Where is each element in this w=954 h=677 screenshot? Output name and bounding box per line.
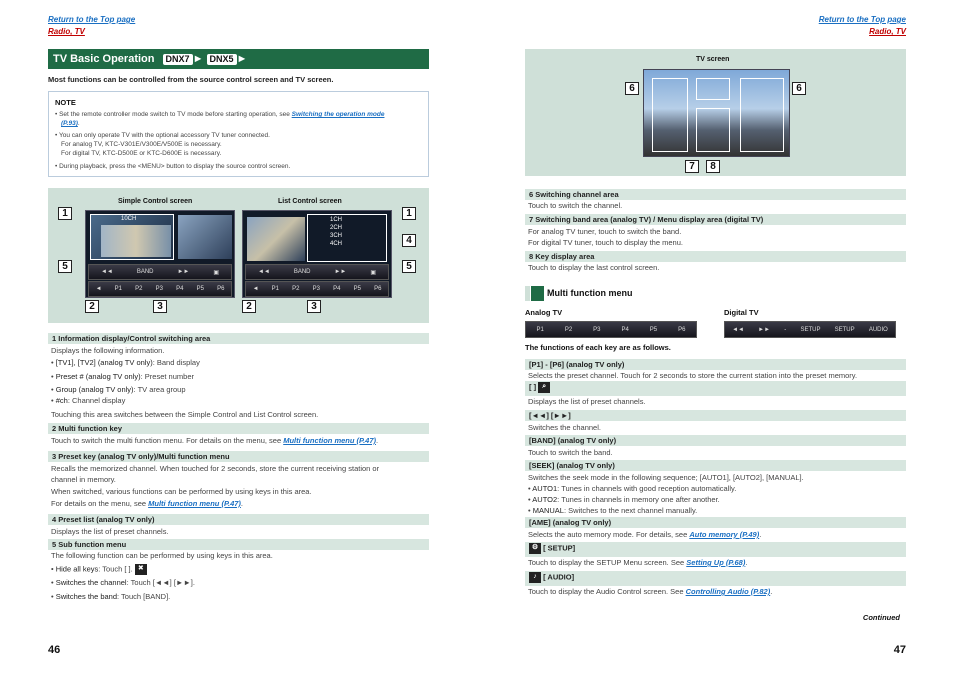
preset-p2[interactable]: P2: [292, 286, 300, 292]
setup-icon: ⚙: [529, 543, 541, 554]
next-icon[interactable]: ►►: [334, 269, 347, 275]
key-prev[interactable]: ◄◄: [732, 326, 744, 333]
section-5-bullet: • Switches the channel: Touch [◄◄] [►►].: [51, 578, 195, 587]
channel-area-right[interactable]: [740, 78, 784, 152]
preset-p3[interactable]: P3: [312, 286, 320, 292]
note-item-1-cont: (P.93).: [61, 120, 80, 127]
page-title-bar: TV Basic Operation DNX7 ► DNX5 ►: [48, 49, 429, 69]
callout-5-left: 5: [58, 260, 72, 273]
simple-control-screen: [85, 210, 235, 298]
preset-p4[interactable]: P4: [333, 286, 341, 292]
section-7-header: 7 Switching band area (analog TV) / Menu display area (digital TV): [525, 214, 906, 225]
section-5-header: 5 Sub function menu: [48, 539, 429, 550]
section-7-line: For analog TV tuner, touch to switch the band.: [528, 227, 682, 236]
key-display-area[interactable]: [696, 108, 730, 152]
section-7-line: For digital TV tuner, touch to display the menu.: [528, 238, 683, 247]
top-page-link-right[interactable]: Return to the Top page: [818, 15, 906, 24]
callout-3-left: 3: [153, 300, 167, 313]
seek-bullet: • AUTO2: Tunes in channels in memory one after another.: [528, 495, 720, 504]
search-icon: ⌕: [538, 382, 550, 393]
callout-1-right: 1: [402, 207, 416, 220]
key-blank: -: [784, 326, 787, 333]
section-1-bullet: • #ch: Channel display: [51, 396, 126, 405]
list-preset-keys[interactable]: [245, 281, 389, 297]
multi-function-key[interactable]: ◄: [95, 286, 102, 292]
simple-info-area[interactable]: [90, 214, 174, 260]
link-controlling-audio[interactable]: Controlling Audio (P.82): [685, 587, 771, 596]
callout-2-left: 2: [85, 300, 99, 313]
preset-p2[interactable]: P2: [135, 286, 143, 292]
page-number-left: 46: [48, 644, 61, 656]
key-p1-p6-body: Selects the preset channel. Touch for 2 seconds to store the current station into the preset memory.: [528, 371, 858, 380]
section-3-line: Recalls the memorized channel. When touched for 2 seconds, store the current receiving station or: [51, 464, 380, 473]
mfm-title-marker: [525, 286, 530, 301]
next-icon[interactable]: ►►: [177, 269, 190, 275]
link-setting-up[interactable]: Setting Up (P.68): [686, 558, 746, 567]
hide-keys-icon: ✖: [135, 564, 147, 575]
page-number-right: 47: [893, 644, 906, 656]
key-p1[interactable]: P1: [536, 326, 544, 333]
note-item-3: • During playback, press the <MENU> button to display the source control screen.: [55, 163, 291, 170]
section-link-right[interactable]: Radio, TV: [869, 27, 906, 36]
seek-bullet: • AUTO1: Tunes in channels with good reception automatically.: [528, 484, 737, 493]
section-5-bullet: • Hide all keys: Touch [ ]. ✖: [51, 564, 147, 575]
intro-text: Most functions can be controlled from the source control screen and TV screen.: [48, 75, 334, 84]
section-3-link-line: For details on the menu, see Multi function menu (P.47).: [51, 499, 244, 508]
key-setup-2[interactable]: SETUP: [834, 326, 855, 333]
page-title: TV Basic Operation: [53, 53, 155, 65]
preset-p5[interactable]: P5: [196, 286, 204, 292]
note-item-2-line3: For digital TV, KTC-D500E or KTC-D600E is necessary.: [61, 150, 222, 157]
key-audio[interactable]: AUDIO: [868, 326, 888, 333]
preset-p1[interactable]: P1: [114, 286, 122, 292]
link-multi-function-menu[interactable]: Multi function menu (P.47): [148, 499, 241, 508]
note-item-2-line2: For analog TV, KTC-V301E/V300E/V500E is necessary.: [61, 141, 222, 148]
key-band-header: [BAND] (analog TV only): [525, 435, 906, 446]
list-sub-function-menu[interactable]: [245, 264, 389, 280]
mfm-title: Multi function menu: [547, 288, 633, 298]
key-list-header: [ ] ⌕: [525, 381, 906, 396]
preset-p6[interactable]: P6: [217, 286, 225, 292]
key-p6[interactable]: P6: [678, 326, 686, 333]
multi-function-key[interactable]: ◄: [252, 286, 259, 292]
prev-icon[interactable]: ◄◄: [257, 269, 270, 275]
key-list-body: Displays the list of preset channels.: [528, 397, 646, 406]
preset-list-item[interactable]: 2CH: [330, 225, 343, 231]
simple-control-label: Simple Control screen: [118, 198, 193, 205]
mfm-title-icon: [531, 286, 544, 301]
key-p3[interactable]: P3: [593, 326, 601, 333]
section-6-header: 6 Switching channel area: [525, 189, 906, 200]
note-box: [48, 91, 429, 177]
preset-p6[interactable]: P6: [374, 286, 382, 292]
digital-key-strip[interactable]: [724, 321, 896, 338]
key-next[interactable]: ►►: [758, 326, 771, 333]
key-p5[interactable]: P5: [649, 326, 658, 333]
functions-intro: The functions of each key are as follows.: [525, 343, 671, 352]
section-1-body: Displays the following information.: [51, 346, 165, 355]
control-screens-figure: [48, 188, 429, 323]
link-switching-operation-mode[interactable]: Switching the operation mode: [291, 111, 385, 118]
key-p2[interactable]: P2: [564, 326, 573, 333]
section-6-body: Touch to switch the channel.: [528, 201, 623, 210]
key-ame-header: [AME] (analog TV only): [525, 517, 906, 528]
top-page-link-left[interactable]: Return to the Top page: [48, 15, 136, 24]
preset-list-item[interactable]: 4CH: [330, 241, 343, 247]
prev-icon[interactable]: ◄◄: [100, 269, 113, 275]
callout-1-left: 1: [58, 207, 72, 220]
analog-tv-label: Analog TV: [525, 308, 563, 317]
callout-4-right: 4: [402, 234, 416, 247]
tv-screen-label: TV screen: [696, 56, 730, 63]
key-seekmode-body: Switches the seek mode in the following sequence; [AUTO1], [AUTO2], [MANUAL].: [528, 473, 804, 482]
key-setup[interactable]: SETUP: [800, 326, 821, 333]
simple-side-image: [178, 215, 232, 259]
hide-keys-icon[interactable]: ▣: [370, 269, 377, 276]
callout-2-right: 2: [242, 300, 256, 313]
band-button[interactable]: BAND: [293, 269, 311, 275]
tv-image: [101, 225, 171, 257]
analog-key-strip[interactable]: [525, 321, 697, 338]
hide-keys-icon[interactable]: ▣: [213, 269, 220, 276]
section-1-after: Touching this area switches between the Simple Control and List Control screen.: [51, 410, 319, 419]
key-seekmode-header: [SEEK] (analog TV only): [525, 460, 906, 471]
continued-label: Continued: [862, 613, 900, 622]
preset-list-item[interactable]: 3CH: [330, 233, 343, 239]
section-1-header: 1 Information display/Control switching area: [48, 333, 429, 344]
preset-p5[interactable]: P5: [353, 286, 361, 292]
simple-channel: 10CH: [121, 216, 137, 222]
note-heading: NOTE: [55, 98, 76, 107]
callout-6-right: 6: [792, 82, 806, 95]
callout-3-right: 3: [307, 300, 321, 313]
tv-screen-figure: [525, 49, 906, 176]
list-control-label: List Control screen: [278, 198, 342, 205]
section-5-bullet: • Switches the band: Touch [BAND].: [51, 592, 171, 601]
callout-5-right: 5: [402, 260, 416, 273]
channel-area-left[interactable]: [652, 78, 688, 152]
callout-6-left: 6: [625, 82, 639, 95]
key-setup-header: ⚙ [ SETUP]: [525, 542, 906, 557]
section-link-left[interactable]: Radio, TV: [48, 27, 85, 36]
tv-screen: [643, 69, 790, 157]
preset-list[interactable]: [307, 214, 387, 262]
seek-bullet: • MANUAL: Switches to the next channel manually.: [528, 506, 698, 515]
key-setup-body: Touch to display the SETUP Menu screen. See Setting Up (P.68).: [528, 558, 748, 567]
callout-7: 7: [685, 160, 699, 173]
key-ame-body: Selects the auto memory mode. For details, see Auto memory (P.49).: [528, 530, 762, 539]
section-3-line: When switched, various functions can be performed by using keys in this area.: [51, 487, 312, 496]
audio-icon: ♪: [529, 572, 541, 583]
section-3-header: 3 Preset key (analog TV only)/Multi function menu: [48, 451, 429, 462]
section-4-body: Displays the list of preset channels.: [51, 527, 169, 536]
band-button[interactable]: BAND: [136, 269, 154, 275]
key-p4[interactable]: P4: [621, 326, 629, 333]
list-control-screen: [242, 210, 392, 298]
link-multi-function-menu[interactable]: Multi function menu (P.47): [283, 436, 376, 445]
callout-8: 8: [706, 160, 720, 173]
key-band-body: Touch to switch the band.: [528, 448, 613, 457]
preset-p1[interactable]: P1: [271, 286, 279, 292]
section-8-header: 8 Key display area: [525, 251, 906, 262]
section-4-header: 4 Preset list (analog TV only): [48, 514, 429, 525]
link-auto-memory[interactable]: Auto memory (P.49): [689, 530, 760, 539]
section-1-bullet: • [TV1], [TV2] (analog TV only): Band display: [51, 358, 200, 367]
note-item-2: • You can only operate TV with the optional accessory TV tuner connected.: [55, 132, 270, 139]
note-item-1: • Set the remote controller mode switch to TV mode before starting operation, see Switching the operation mode: [55, 111, 385, 118]
link-p93[interactable]: (P.93): [61, 120, 78, 127]
section-2-body: Touch to switch the multi function menu. For details on the menu, see Multi function menu (P.47).: [51, 436, 379, 445]
section-8-body: Touch to display the last control screen.: [528, 263, 660, 272]
section-1-bullet: • Group (analog TV only): TV area group: [51, 385, 186, 394]
key-audio-body: Touch to display the Audio Control screen. See Controlling Audio (P.82).: [528, 587, 773, 596]
key-p1-p6-header: [P1] - [P6] (analog TV only): [525, 359, 906, 370]
simple-preset-keys[interactable]: [88, 281, 232, 297]
key-seek-header: [◄◄] [►►]: [525, 410, 906, 421]
key-audio-header: ♪ [ AUDIO]: [525, 571, 906, 586]
model-badge-dnx5: DNX5: [207, 54, 237, 65]
model-badge-dnx7: DNX7: [163, 54, 193, 65]
preset-p4[interactable]: P4: [176, 286, 184, 292]
section-2-header: 2 Multi function key: [48, 423, 429, 434]
section-1-bullet: • Preset # (analog TV only): Preset number: [51, 372, 194, 381]
section-3-line: channel in memory.: [51, 475, 116, 484]
list-tv-image: [247, 217, 305, 261]
digital-tv-label: Digital TV: [724, 308, 759, 317]
band-area[interactable]: [696, 78, 730, 100]
preset-p3[interactable]: P3: [155, 286, 163, 292]
simple-sub-function-menu[interactable]: [88, 264, 232, 280]
key-seek-body: Switches the channel.: [528, 423, 601, 432]
preset-list-item[interactable]: 1CH: [330, 217, 343, 223]
section-5-body: The following function can be performed by using keys in this area.: [51, 551, 273, 560]
